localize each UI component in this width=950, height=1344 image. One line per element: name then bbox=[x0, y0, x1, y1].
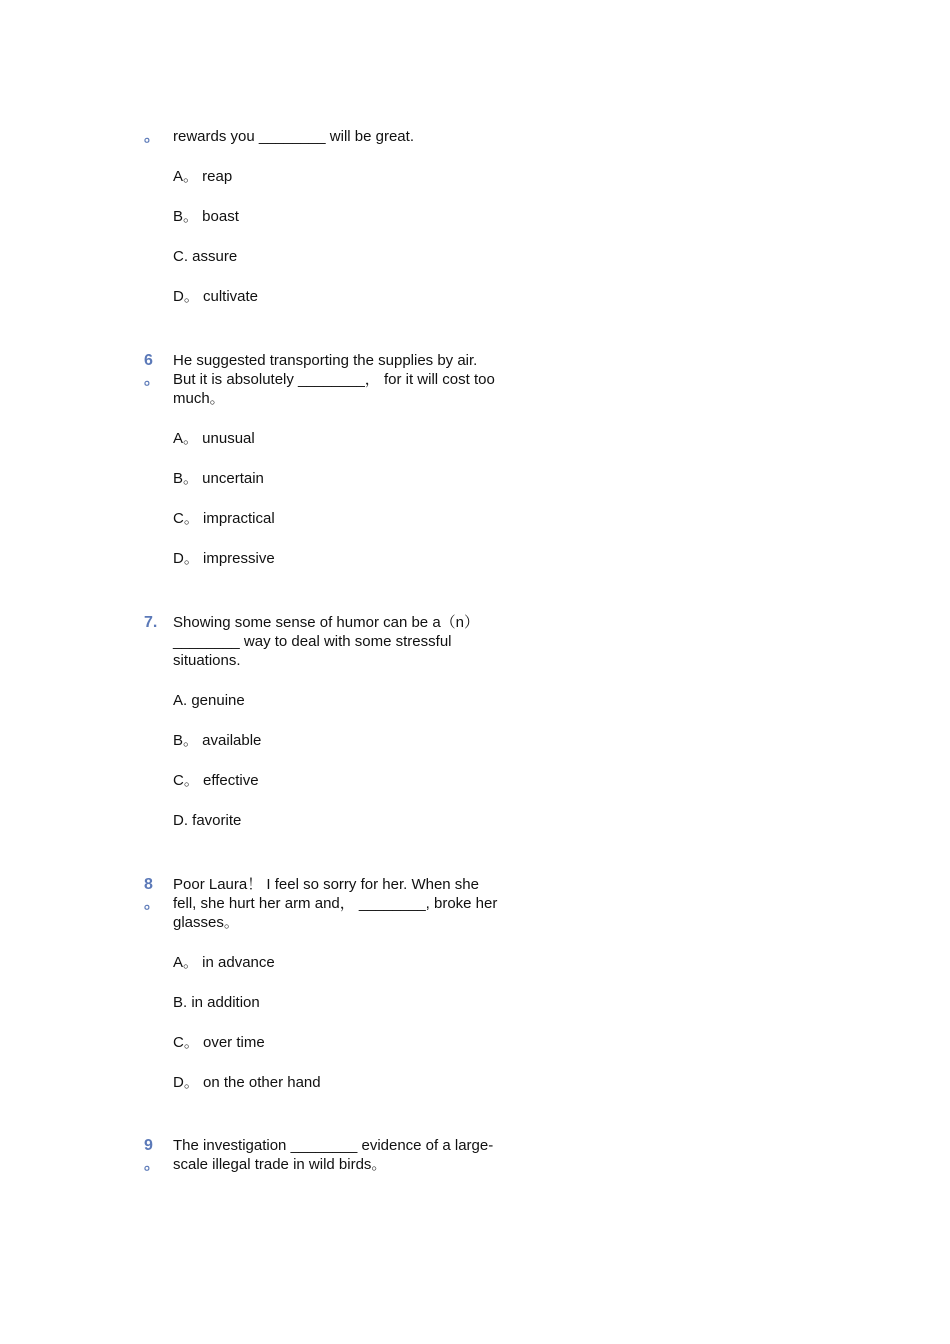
option-d: D。 on the other hand bbox=[173, 1074, 321, 1091]
option-c: C。 impractical bbox=[173, 510, 275, 527]
option-b: B。 boast bbox=[173, 208, 239, 225]
option-c: C。 effective bbox=[173, 772, 259, 789]
question-stem: Showing some sense of humor can be a（n） ________ way to deal with some stressful situations. bbox=[173, 614, 479, 670]
option-d: D. favorite bbox=[173, 812, 242, 829]
question-number: 。 bbox=[144, 128, 161, 145]
question-stem: He suggested transporting the supplies by air. But it is absolutely ________， for it will cost too much。 bbox=[173, 352, 495, 408]
option-d: D。 impressive bbox=[173, 550, 275, 567]
question-stem: The investigation ________ evidence of a large- scale illegal trade in wild birds。 bbox=[173, 1137, 494, 1174]
option-d: D。 cultivate bbox=[173, 288, 259, 305]
option-a: A。 unusual bbox=[173, 430, 255, 447]
question-stem: Poor Laura！ I feel so sorry for her. When she fell, she hurt her arm and， ________, broke her glasses。 bbox=[173, 876, 498, 932]
option-b: B。 available bbox=[173, 732, 262, 749]
option-c: C。 over time bbox=[173, 1034, 265, 1051]
question-number: 9 。 bbox=[144, 1137, 161, 1173]
option-a: A。 reap bbox=[173, 168, 233, 185]
question-stem: rewards you ________ will be great. bbox=[173, 128, 414, 145]
option-b: B。 uncertain bbox=[173, 470, 264, 487]
option-a: A. genuine bbox=[173, 692, 245, 709]
question-number: 8 。 bbox=[144, 876, 161, 912]
option-c: C. assure bbox=[173, 248, 238, 265]
option-b: B. in addition bbox=[173, 994, 260, 1011]
question-number: 7. bbox=[144, 614, 158, 631]
question-number: 6 。 bbox=[144, 352, 161, 388]
option-a: A。 in advance bbox=[173, 954, 275, 971]
